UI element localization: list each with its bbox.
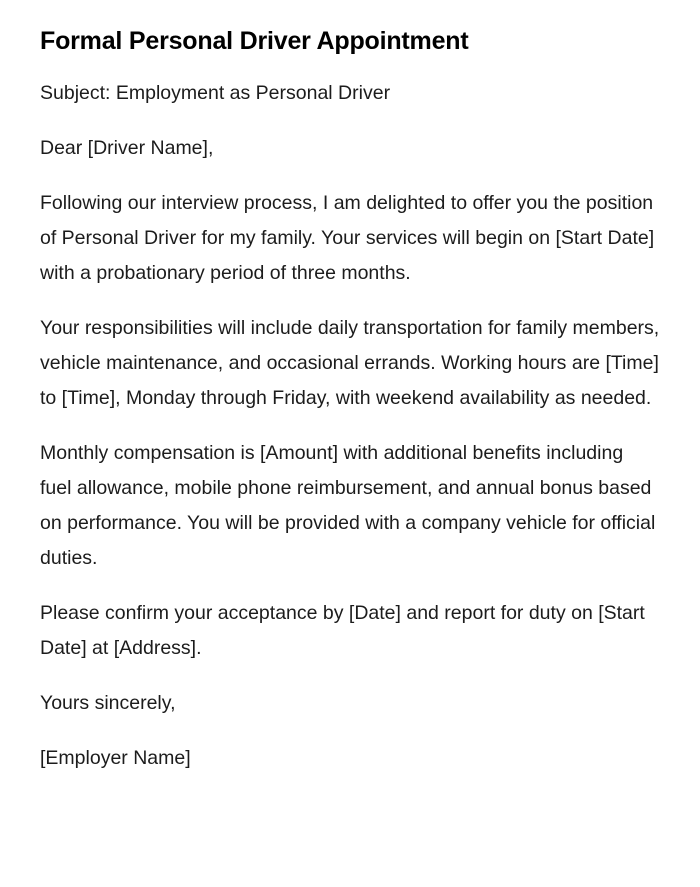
closing: Yours sincerely, xyxy=(40,692,176,714)
signature: [Employer Name] xyxy=(40,747,191,769)
body-paragraph-responsibilities: Your responsibilities will include daily transportation for family members, vehicle maintenance, and occasional errands. Working hours are [Time] to [Time], Monday through Friday, with weekend availability as needed. xyxy=(40,317,660,409)
body-paragraph-offer: Following our interview process, I am delighted to offer you the position of Personal Driver for my family. Your services will begin on [Start Date] with a probationary period of three months. xyxy=(40,192,655,284)
body-paragraph-compensation: Monthly compensation is [Amount] with additional benefits including fuel allowance, mobile phone reimbursement, and annual bonus based on performance. You will be provided with a company vehicle for official duties. xyxy=(40,442,656,569)
document-title: Formal Personal Driver Appointment xyxy=(40,27,469,55)
body-paragraph-confirmation: Please confirm your acceptance by [Date] and report for duty on [Start Date] at [Address]. xyxy=(40,602,645,659)
salutation: Dear [Driver Name], xyxy=(40,137,214,159)
subject-line: Subject: Employment as Personal Driver xyxy=(40,82,391,104)
